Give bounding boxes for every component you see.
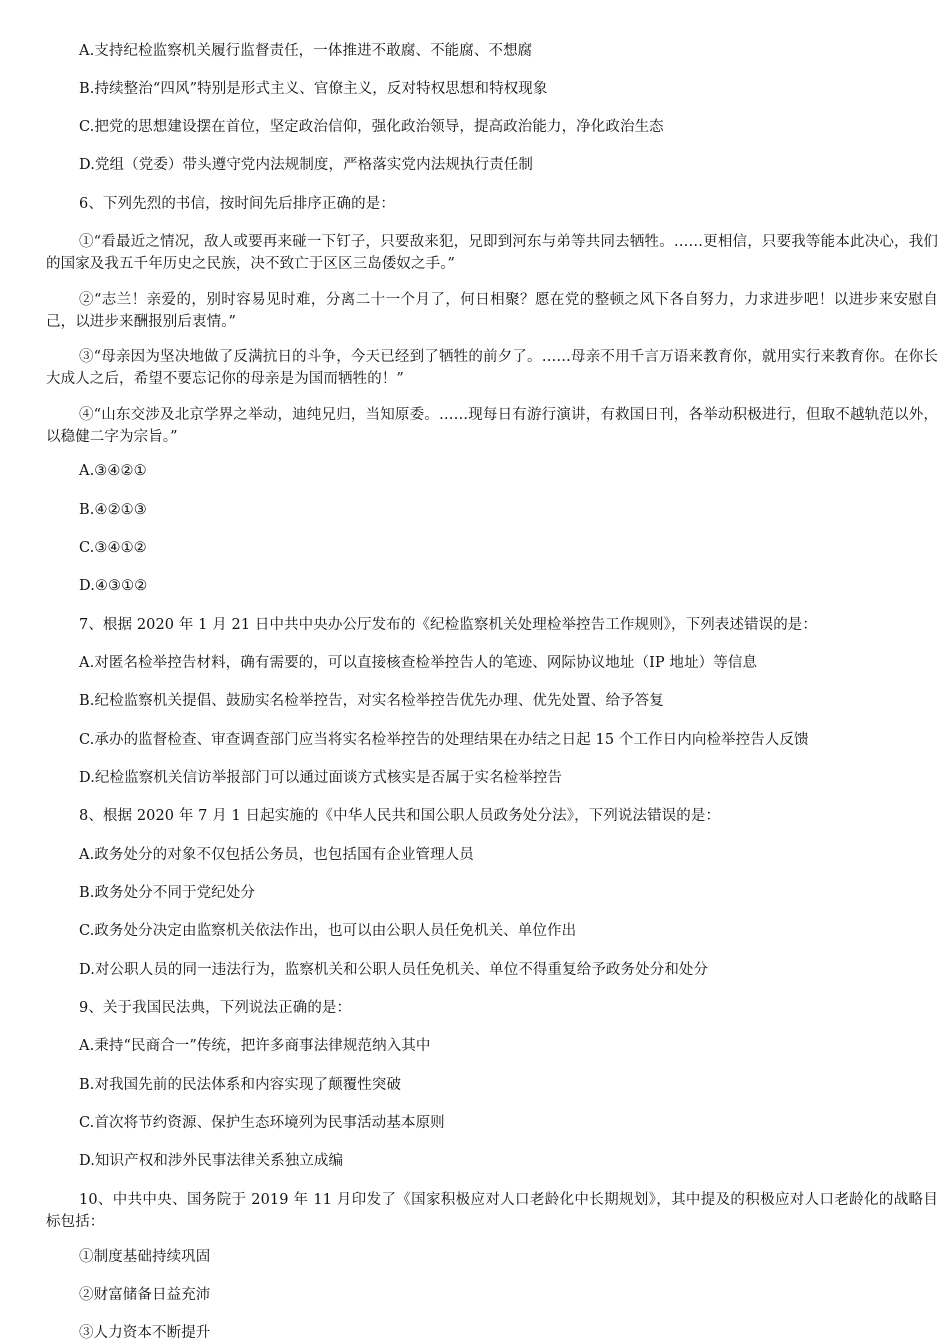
q10-stem: 10、中共中央、国务院于 2019 年 11 月印发了《国家积极应对人口老龄化中长期规划》，其中提及的积极应对人口老龄化的战略目标包括： <box>46 1192 938 1230</box>
q6-option-b: B.④②①③ <box>79 502 147 518</box>
q8-option-b: B.政务处分不同于党纪处分 <box>79 885 256 901</box>
q10-item-3: ③人力资本不断提升 <box>79 1325 211 1341</box>
q10-item-2: ②财富储备日益充沛 <box>79 1287 211 1303</box>
q7-option-b: B.纪检监察机关提倡、鼓励实名检举控告，对实名检举控告优先办理、优先处置、给予答复 <box>79 693 664 709</box>
q5-option-a: A.支持纪检监察机关履行监督责任，一体推进不敢腐、不能腐、不想腐 <box>79 43 533 59</box>
q9-option-d: D.知识产权和涉外民事法律关系独立成编 <box>79 1153 344 1169</box>
q10-item-1: ①制度基础持续巩固 <box>79 1249 211 1265</box>
q7-option-c: C.承办的监督检查、审查调查部门应当将实名检举控告的处理结果在办结之日起 15 个工作日内向检举控告人反馈 <box>79 732 809 748</box>
q5-option-c: C.把党的思想建设摆在首位，坚定政治信仰，强化政治领导，提高政治能力，净化政治生态 <box>79 119 664 135</box>
q9-stem: 9、关于我国民法典，下列说法正确的是： <box>79 1000 352 1016</box>
q5-option-d: D.党组（党委）带头遵守党内法规制度，严格落实党内法规执行责任制 <box>79 157 533 173</box>
q8-option-c: C.政务处分决定由监察机关依法作出，也可以由公职人员任免机关、单位作出 <box>79 923 577 939</box>
q7-stem: 7、根据 2020 年 1 月 21 日中共中央办公厅发布的《纪检监察机关处理检举控告工作规则》，下列表述错误的是： <box>79 617 818 633</box>
q6-option-c: C.③④①② <box>79 540 147 556</box>
q9-option-b: B.对我国先前的民法体系和内容实现了颠覆性突破 <box>79 1077 402 1093</box>
q8-option-a: A.政务处分的对象不仅包括公务员，也包括国有企业管理人员 <box>79 847 474 863</box>
q6-option-d: D.④③①② <box>79 578 148 594</box>
q9-option-c: C.首次将节约资源、保护生态环境列为民事活动基本原则 <box>79 1115 445 1131</box>
q6-letter-4: ④“山东交涉及北京学界之举动，迪纯兄归，当知原委。……现每日有游行演讲，有救国日刊，各举动积极进行，但取不越轨范以外，以稳健二字为宗旨。” <box>46 407 938 445</box>
q8-option-d: D.对公职人员的同一违法行为，监察机关和公职人员任免机关、单位不得重复给予政务处分和处分 <box>79 962 709 978</box>
q6-letter-1: ①“看最近之情况，敌人或要再来碰一下钉子，只要敌来犯，兄即到河东与弟等共同去牺牲。……更相信，只要我等能本此决心，我们的国家及我五千年历史之民族，决不致亡于区区三岛倭奴之手。” <box>46 234 938 272</box>
q9-option-a: A.秉持“民商合一”传统，把许多商事法律规范纳入其中 <box>79 1038 431 1054</box>
q6-option-a: A.③④②① <box>79 463 147 479</box>
q6-letter-3: ③“母亲因为坚决地做了反满抗日的斗争，今天已经到了牺牲的前夕了。……母亲不用千言万语来教育你，就用实行来教育你。在你长大成人之后，希望不要忘记你的母亲是为国而牺牲的！” <box>46 349 938 387</box>
q7-option-d: D.纪检监察机关信访举报部门可以通过面谈方式核实是否属于实名检举控告 <box>79 770 563 786</box>
q5-option-b: B.持续整治“四风”特别是形式主义、官僚主义，反对特权思想和特权现象 <box>79 81 548 97</box>
q6-letter-2: ②“志兰！亲爱的，别时容易见时难，分离二十一个月了，何日相聚？愿在党的整顿之风下各自努力，力求进步吧！以进步来安慰自己，以进步来酬报别后衷情。” <box>46 292 938 330</box>
q7-option-a: A.对匿名检举控告材料，确有需要的，可以直接核查检举控告人的笔迹、网际协议地址（IP 地址）等信息 <box>79 655 758 671</box>
q8-stem: 8、根据 2020 年 7 月 1 日起实施的《中华人民共和国公职人员政务处分法》，下列说法错误的是： <box>79 808 721 824</box>
q6-stem: 6、下列先烈的书信，按时间先后排序正确的是： <box>79 196 395 212</box>
